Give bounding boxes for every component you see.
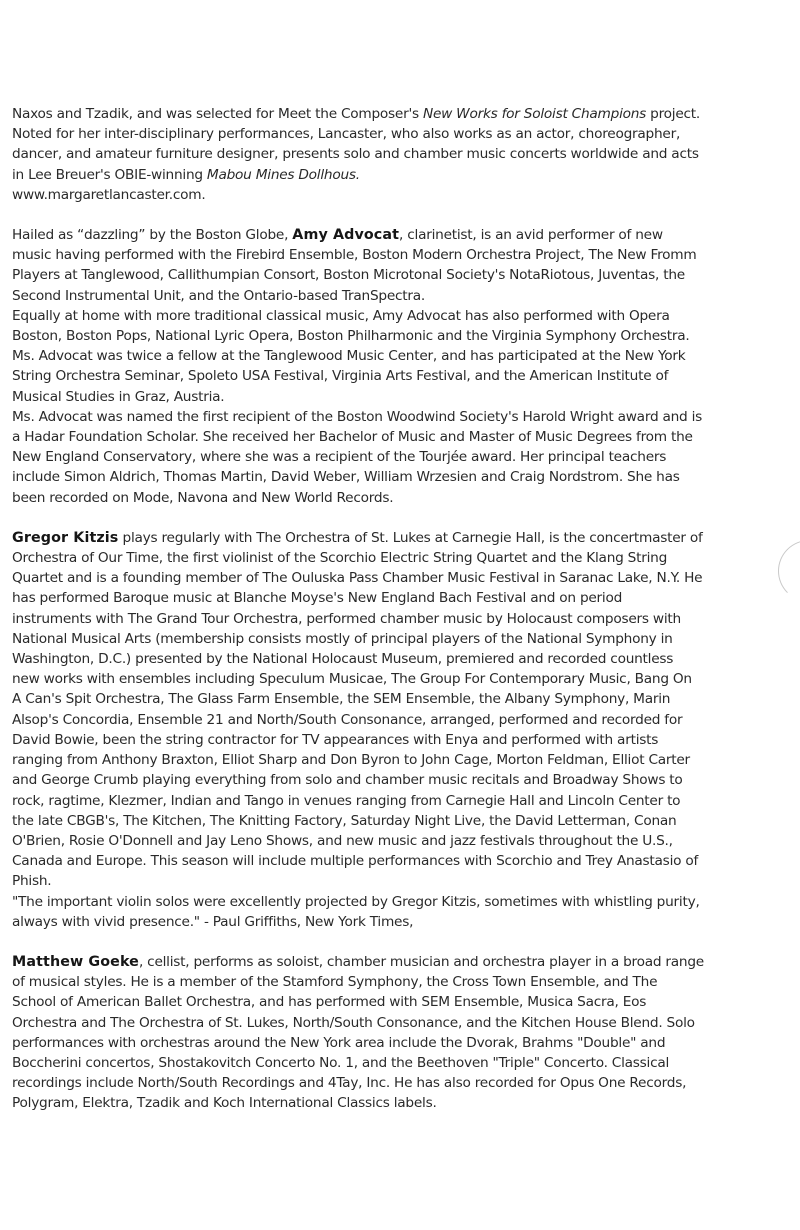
advocat-bio — [12, 225, 704, 306]
goeke-bio — [12, 952, 704, 1114]
kitzis-quote: "The important violin solos were excellently projected by Gregor Kitzis, sometimes with whistling purity, always with vivid presence." - Paul Griffiths, New York Times, — [12, 893, 700, 930]
lancaster-text-1: Naxos and Tzadik, and was selected for Meet the Composer's — [12, 106, 423, 122]
spacer — [12, 932, 704, 952]
lancaster-website: www.margaretlancaster.com. — [12, 186, 206, 203]
spacer — [12, 508, 704, 528]
kitzis-name: Gregor Kitzis — [12, 529, 119, 546]
lancaster-text-2: project. Noted for her inter-disciplinary performances, Lancaster, who also works as an actor, choreographer, dancer, and amateur furniture designer, presents solo and chamber music concerts worldwide and acts in Lee Breuer's OBIE-winning — [12, 106, 701, 183]
lancaster-bio — [12, 104, 704, 205]
advocat-paragraph-2: Equally at home with more traditional classical music, Amy Advocat has also performed with Opera Boston, Boston Pops, National Lyric Opera, Boston Philharmonic and the Virginia Symphony Orchestra. Ms. Advocat was twice a fellow at the Tanglewood Music Center, and has participated at the New York String Orchestra Seminar, Spoleto USA Festival, Virginia Arts Festival, and the American Institute of Musical Studies in Graz, Austria. — [12, 307, 690, 405]
advocat-paragraph-3: Ms. Advocat was named the first recipient of the Boston Woodwind Society's Harold Wright award and is a Hadar Foundation Scholar. She received her Bachelor of Music and Master of Music Degrees from the New England Conservatory, where she was a recipient of the Tourjée award. Her principal teachers include Simon Aldrich, Thomas Martin, David Weber, William Wrzesien and Craig Nordstrom. She has been recorded on Mode, Navona and New World Records. — [12, 408, 703, 506]
goeke-name: Matthew Goeke — [12, 953, 139, 970]
advocat-name: Amy Advocat — [292, 227, 400, 244]
advocat-intro: Hailed as “dazzling” by the Boston Globe, — [12, 227, 293, 244]
kitzis-bio — [12, 528, 704, 892]
spacer — [12, 205, 704, 225]
goeke-text: , cellist, performs as soloist, chamber musician and orchestra player in a broad range of musical styles. He is a member of the Stamford Symphony, the Cross Town Ensemble, and The School of American Ballet Orchestra, and has performed with SEM Ensemble, Musica Sacra, Eos Orchestra and The Orchestra of St. Lukes, North/South Consonance, and the Kitchen House Blend. Solo performances with orchestras around the New York area include the Dvorak, Brahms "Double" and Boccherini concertos, Shostakovitch Concerto No. 1, and the Beethoven "Triple" Concerto. Classical recordings include North/South Recordings and 4Tay, Inc. He has also recorded for Opus One Records, Polygram, Elektra, Tzadik and Koch International Classics labels. — [12, 953, 704, 1112]
bio-page — [12, 104, 704, 1114]
lancaster-italic-title: New Works for Soloist Champions — [422, 106, 647, 122]
kitzis-text: plays regularly with The Orchestra of St. Lukes at Carnegie Hall, is the concertmaster of Orchestra of Our Time, the first violinist of the Scorchio Electric String Quartet and the Klang String Quartet and is a founding member of The Ouluska Pass Chamber Music Festival in Saranac Lake, N.Y. He has performed Baroque music at Blanche Moyse's New England Bach Festival and on period instruments with The Grand Tour Orchestra, performed chamber music by Holocaust composers with National Musical Arts (membership consists mostly of principal players of the National Symphony in Washington, D.C.) presented by the National Holocaust Museum, premiered and recorded countless new works with ensembles including Speculum Musicae, The Group For Contemporary Music, Bang On A Can's Spit Orchestra, The Glass Farm Ensemble, the SEM Ensemble, the Albany Symphony, Marin Alsop's Concordia, Ensemble 21 and North/South Consonance, arranged, performed and recorded for David Bowie, been the string contractor for TV appearances with Enya and performed with artists ranging from Anthony Braxton, Elliot Sharp and Don Byron to John Cage, Morton Feldman, Elliot Carter and George Crumb playing everything from solo and chamber music recitals and Broadway Shows to rock, ragtime, Klezmer, Indian and Tango in venues ranging from Carnegie Hall and Lincoln Center to the late CBGB's, The Kitchen, The Knitting Factory, Saturday Night Live, the David Letterman, Conan O'Brien, Rosie O'Donnell and Jay Leno Shows, and new music and jazz festivals throughout the U.S., Canada and Europe. This season will include multiple performances with Scorchio and Trey Anastasio of Phish. — [12, 529, 703, 890]
advocat-text-1: , clarinetist, is an avid performer of new music having performed with the Firebird Ensemble, Boston Modern Orchestra Project, The New Fromm Players at Tanglewood, Callithumpian Consort, Boston Microtonal Society's NotaRiotous, Juventas, the Second Instrumental Unit, and the Ontario-based TranSpectra. — [12, 227, 697, 304]
lancaster-italic-title-2: Mabou Mines Dollhous. — [206, 166, 360, 183]
page-edge-curve — [778, 540, 800, 602]
